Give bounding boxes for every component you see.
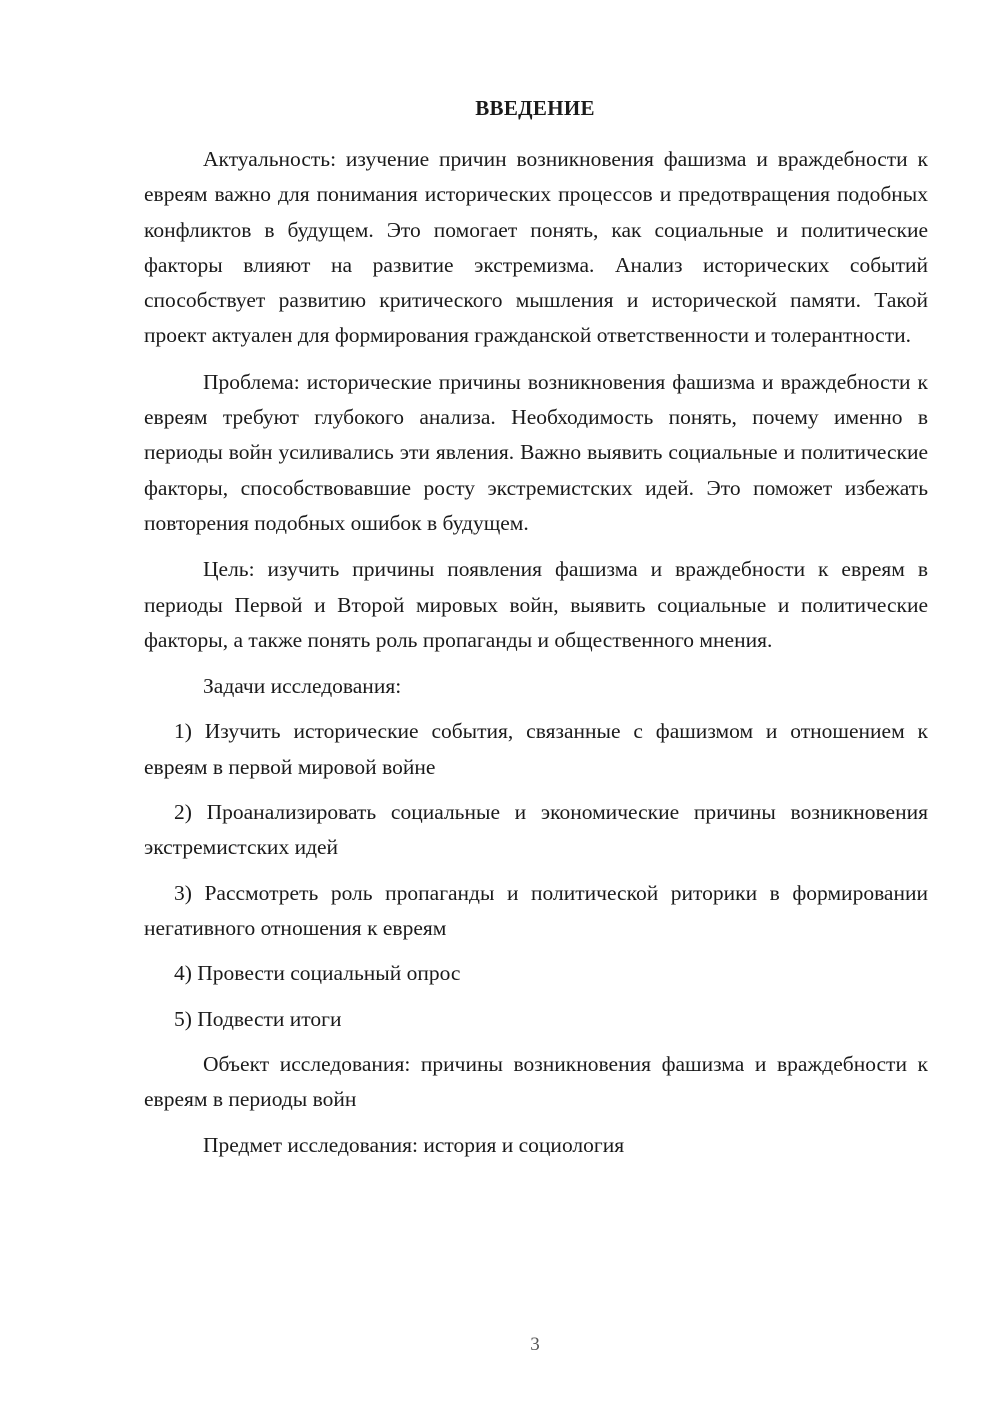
task-item: 4) Провести социальный опрос bbox=[174, 961, 461, 986]
task-item: 5) Подвести итоги bbox=[174, 1006, 342, 1031]
tasks-heading: Задачи исследования: bbox=[203, 674, 402, 699]
subject-paragraph: Предмет исследования: история и социология bbox=[203, 1133, 625, 1158]
page-number: 3 bbox=[530, 1334, 540, 1355]
task-item: 1) Изучить исторические события, связанные с фашизмом и отношением к евреям в первой мировой войне bbox=[144, 719, 928, 779]
problem-paragraph: Проблема: исторические причины возникновения фашизма и враждебности к евреям требуют глубокого анализа. Необходимость понять, почему именно в периоды войн усиливались эти явления. Важно выявить социальные и политические факторы, способствовавшие росту экстремистских идей. Это поможет избежать повторения подобных ошибок в будущем. bbox=[144, 369, 928, 535]
object-paragraph: Объект исследования: причины возникновения фашизма и враждебности к евреям в периоды войн bbox=[144, 1051, 928, 1112]
goal-paragraph: Цель: изучить причины появления фашизма и враждебности к евреям в периоды Первой и Второй мировых войн, выявить социальные и политические факторы, а также понять роль пропаганды и общественного мнения. bbox=[144, 557, 928, 652]
section-title: ВВЕДЕНИЕ bbox=[475, 96, 595, 120]
task-item: 2) Проанализировать социальные и экономические причины возникновения экстремистских идей bbox=[144, 800, 928, 860]
relevance-paragraph: Актуальность: изучение причин возникновения фашизма и враждебности к евреям важно для понимания исторических процессов и предотвращения подобных конфликтов в будущем. Это помогает понять, как социальные и политические факторы влияют на развитие экстремизма. Анализ исторических событий способствует развитию критического мышления и исторической памяти. Такой проект актуален для формирования гражданской ответственности и толерантности. bbox=[144, 147, 928, 348]
document-body bbox=[144, 142, 928, 1174]
task-item: 3) Рассмотреть роль пропаганды и политической риторики в формировании негативного отношения к евреям bbox=[144, 880, 928, 940]
